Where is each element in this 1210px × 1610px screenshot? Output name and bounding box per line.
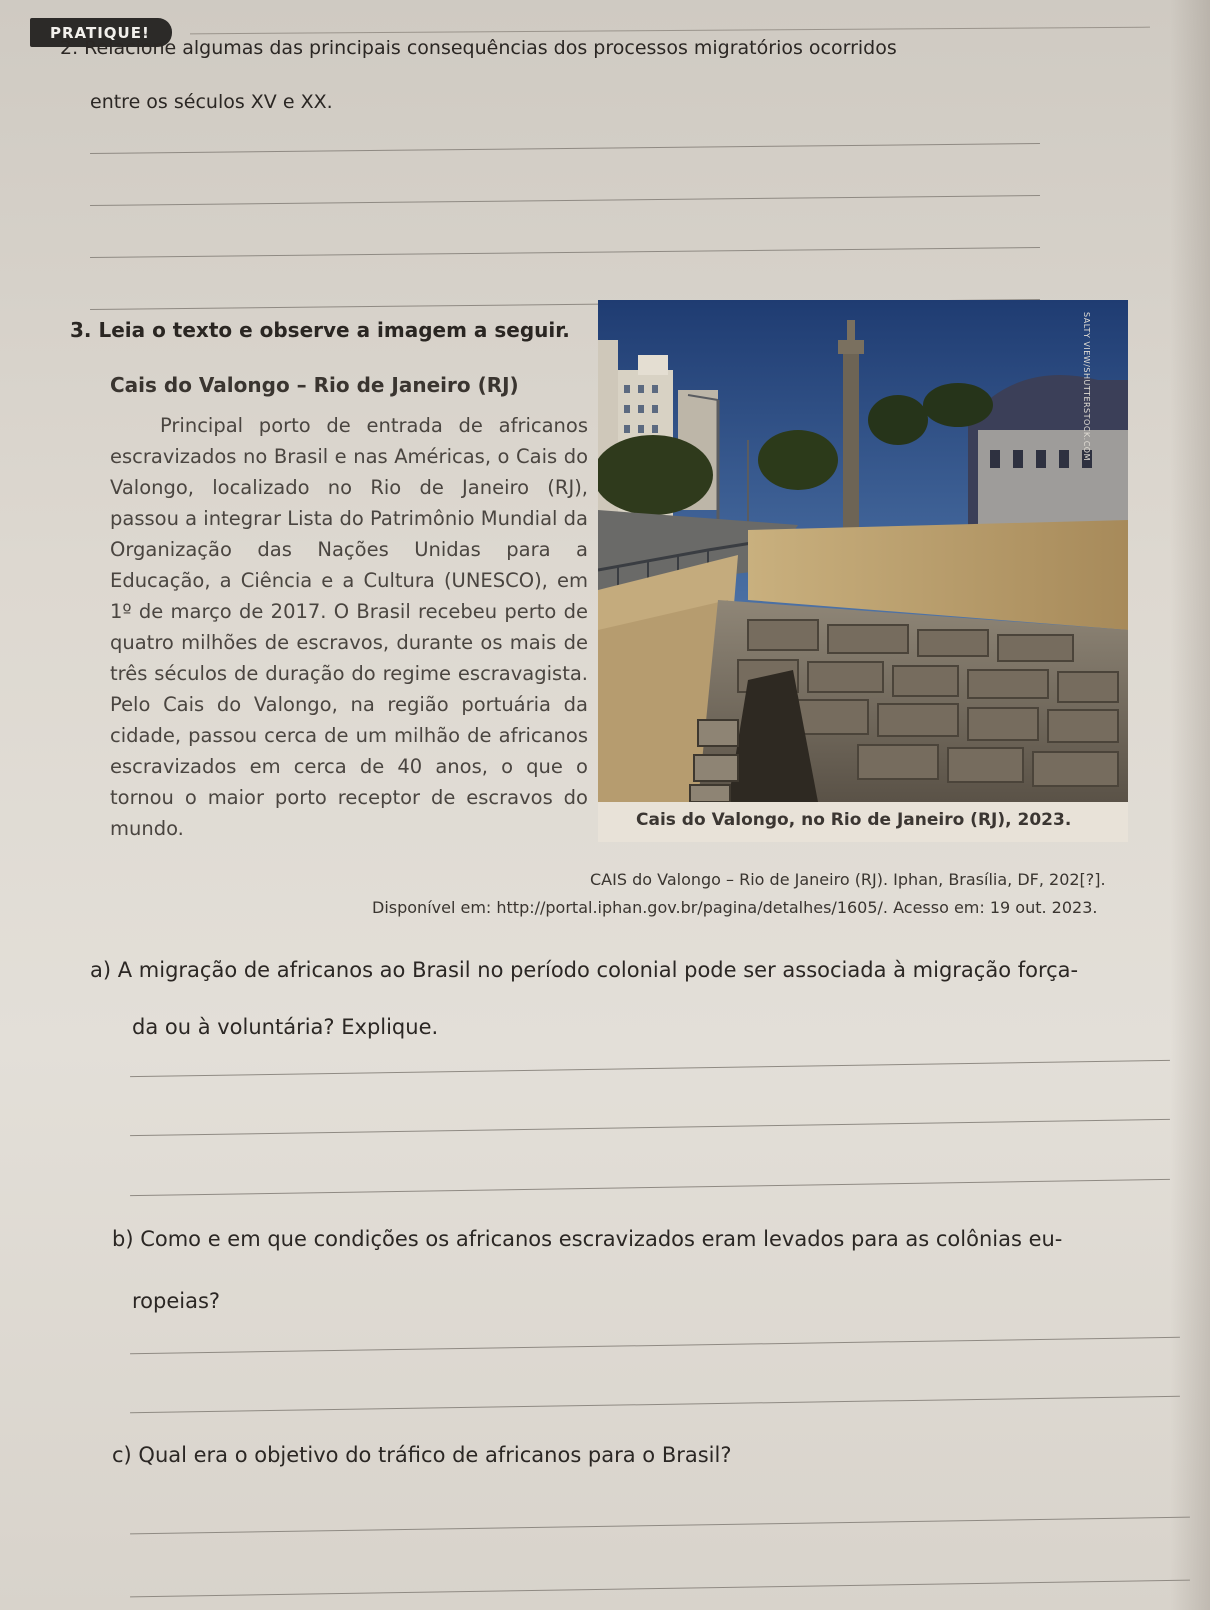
q3b-line-2: ropeias? <box>132 1289 221 1313</box>
source-url: Disponível em: http://portal.iphan.gov.br/pagina/detalhes/1605/. Acesso em: 19 out. 2023. <box>372 898 1098 917</box>
text-box-body: Principal porto de entrada de africanos escravizados no Brasil e nas Américas, o Cais do Valongo, localizado no Rio de Janeiro (RJ), passou a integrar Lista do Patrimônio Mundial da Organização das Nações Unidas para a Educação, a Ciência e a Cultura (UNESCO), em 1º de março de 2017. O Brasil recebeu perto de quatro milhões de escravos, durante os mais de três séculos de duração do regime escravagista. Pelo Cais do Valongo, na região portuária da cidade, passou cerca de um milhão de africanos escravizados em cerca de 40 anos, o que o tornou o maior porto receptor de escravos do mundo. <box>110 414 588 840</box>
q3-title: 3. Leia o texto e observe a imagem a seguir. <box>70 318 570 342</box>
q3b-line-1: b) Como e em que condições os africanos escravizados eram levados para as colônias eu- <box>112 1227 1063 1251</box>
q3a-line-1: a) A migração de africanos ao Brasil no período colonial pode ser associada à migração força- <box>90 958 1079 982</box>
photo-credit: SALTY VIEW/SHUTTERSTOCK.COM <box>1082 312 1091 461</box>
q3a-line-2: da ou à voluntária? Explique. <box>132 1015 439 1039</box>
section-badge: PRATIQUE! <box>30 18 172 47</box>
q2-line-1: 2. Relacione algumas das principais consequências dos processos migratórios ocorridos <box>60 37 897 59</box>
cais-do-valongo-photo <box>598 300 1128 802</box>
page-edge-shadow <box>1170 0 1210 1610</box>
text-box-title: Cais do Valongo – Rio de Janeiro (RJ) <box>110 373 519 397</box>
source-citation: CAIS do Valongo – Rio de Janeiro (RJ). Iphan, Brasília, DF, 202[?]. <box>590 870 1106 889</box>
photo-caption: Cais do Valongo, no Rio de Janeiro (RJ), 2023. <box>636 810 1072 830</box>
q3c-line-1: c) Qual era o objetivo do tráfico de africanos para o Brasil? <box>112 1443 732 1467</box>
q2-line-2: entre os séculos XV e XX. <box>90 91 333 113</box>
